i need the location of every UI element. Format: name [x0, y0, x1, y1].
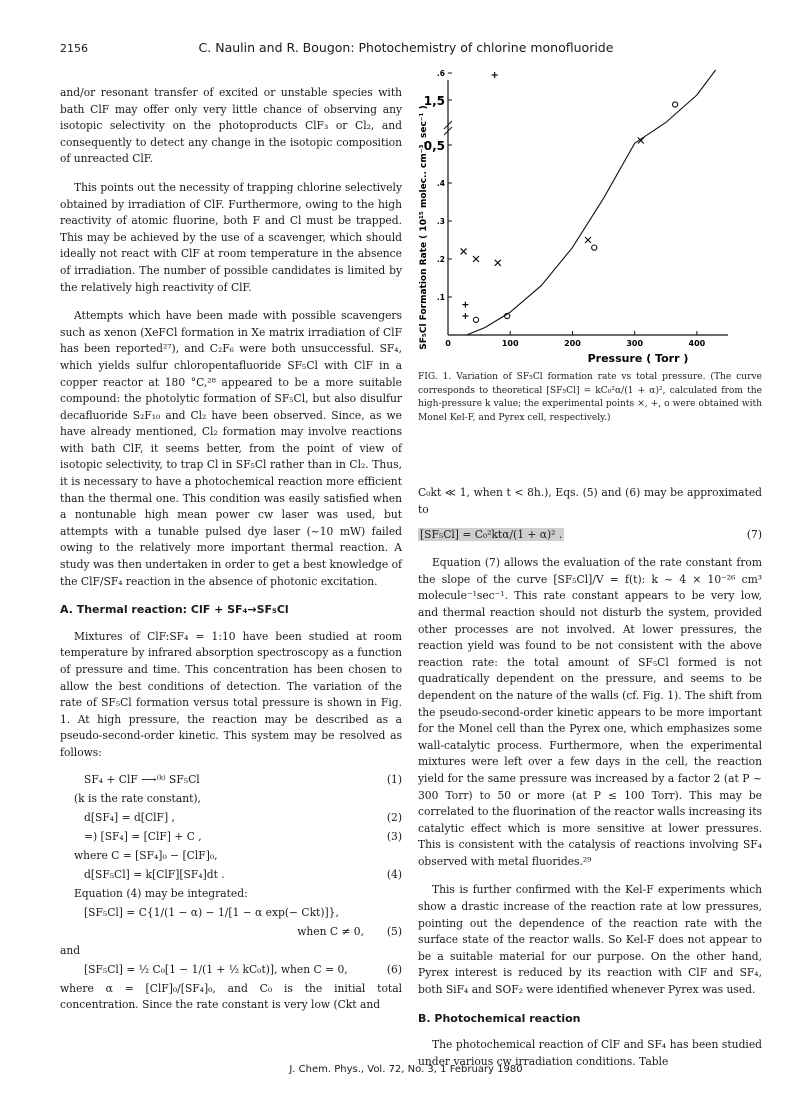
paragraph: This is further confirmed with the Kel-F experiments which show a drastic increase of the reaction rate at low pressures, pointing out the dependence of the reaction rate with the surface state of the reactor walls. So Kel-F does not appear to be a suitable material for our purpose. On the other hand, Pyrex interest is reduced by its reaction with ClF and SF₄, both SiF₄ and SOF₂ were identified whenever Pyrex was used. — [418, 883, 762, 997]
equation-number: (4) — [386, 867, 402, 881]
equation — [60, 867, 402, 886]
y-tick-label: .1 — [436, 293, 445, 302]
section-heading: A. Thermal reaction: ClF + SF₄→SF₅Cl — [60, 603, 289, 617]
running-title: C. Naulin and R. Bougon: Photochemistry of chlorine monofluoride — [198, 40, 614, 55]
left-column — [60, 85, 402, 1014]
y-tick-label: 1,5 — [423, 94, 445, 108]
y-tick-label: .3 — [436, 217, 445, 226]
data-point-x — [461, 248, 467, 254]
equation — [60, 772, 402, 791]
equation-expression: d[SF₄] = d[ClF] , — [84, 810, 175, 824]
note-text: and — [60, 943, 81, 957]
page-number: 2156 — [60, 42, 88, 55]
data-point-plus — [492, 72, 498, 78]
data-point-x — [495, 260, 501, 266]
equation — [60, 810, 402, 829]
paragraph: Mixtures of ClF:SF₄ = 1:10 have been studied at room temperature by infrared absorption spectroscopy as a function of pressure and time. This concentration has been chosen to allow the best conditions of detection. The variation of the rate of SF₅Cl formation versus total pressure is shown in Fig. 1. At high pressure, the reaction may be described as a pseudo-second-order kinetic. This system may be resolved as follows: — [60, 629, 402, 759]
data-point-plus — [462, 313, 468, 319]
data-point-circle — [592, 245, 597, 250]
right-column — [418, 485, 762, 1070]
equation-expression: d[SF₅Cl] = k[ClF][SF₄]dt . — [84, 867, 225, 881]
y-tick-label: .2 — [436, 255, 445, 264]
data-point-x — [473, 256, 479, 262]
chart — [418, 70, 762, 370]
equation-note — [60, 943, 402, 962]
equation-number: (3) — [386, 829, 402, 843]
figure-1 — [418, 70, 762, 370]
section-heading: B. Photochemical reaction — [418, 1011, 581, 1025]
note-text: where C = [SF₄]₀ − [ClF]₀, — [74, 848, 218, 862]
equation-expression: SF₄ + ClF ⟶⁽ᵏ⁾ SF₅Cl — [84, 772, 200, 786]
data-point-circle — [473, 317, 478, 322]
x-tick-label: 100 — [501, 339, 519, 348]
equation-number: (7) — [746, 528, 762, 542]
theory-curve — [467, 70, 716, 335]
equation — [418, 527, 762, 546]
note-text: (k is the rate constant), — [74, 791, 201, 805]
paragraph: Equation (7) allows the evaluation of the rate constant from the slope of the curve [SF₅Cl]/V = f(t): k ~ 4 × 10⁻²⁶ cm³ molecule⁻¹sec⁻¹. This rate constant appears to be very low, and thermal reaction should not disturb the system, provided other processes are not involved. At lower pressures, the reaction yield was found to be not consistent with the above reaction rate: the total amount of SF₅Cl formed is not quadratically dependent on the pressure, and seems to be dependent on the nature of the walls (cf. Fig. 1). The shift from the pseudo-second-order kinetic appears to be more important for the Monel cell than the Pyrex one, which emphasizes some wall-catalytic process. Furthermore, when the experimental mixtures were left over a few days in the cell, the reaction yield for the same pressure was increased by a factor 2 (at P ~ 300 Torr) to 50 or more (at P ≤ 100 Torr). This may be correlated to the fluorination of the reactor walls increasing its catalytic effect which is more sensitive at lower pressures. This is consistent with the catalysis of reactions involving SF₄ observed with metal fluorides.²⁹ — [418, 556, 762, 868]
equation — [60, 829, 402, 848]
equation — [60, 962, 402, 981]
paragraph: The photochemical reaction of ClF and SF₄ has been studied under various cw irradiation conditions. Table — [418, 1038, 762, 1068]
data-point-circle — [673, 102, 678, 107]
y-tick-label: .6 — [436, 69, 445, 78]
note-text: Equation (4) may be integrated: — [74, 886, 248, 900]
x-axis-label: Pressure ( Torr ) — [587, 352, 689, 365]
x-tick-label: 200 — [564, 339, 581, 348]
equation — [60, 924, 402, 943]
y-axis-label: SF₅Cl Formation Rate ( 10¹⁵ molec.. cm⁻³. sec⁻¹ ) — [419, 105, 429, 350]
y-tick-label: .4 — [436, 179, 445, 188]
equation-number: (5) — [386, 924, 402, 938]
equation-number: (6) — [386, 962, 402, 976]
equation-expression: [SF₅Cl] = C₀²ktα/(1 + α)² . — [420, 528, 563, 542]
footer-citation: J. Chem. Phys., Vol. 72, No. 3, 1 February 1980 — [289, 1064, 523, 1075]
figure-caption: FIG. 1. Variation of SF₅Cl formation rate vs total pressure. (The curve corresponds to theoretical [SF₅Cl] = kC₀²α/(1 + α)², calculated from the high-pressure k value; the experimental points ×, +, o were obtained with Monel Kel-F, and Pyrex cell, respectively.) — [418, 372, 762, 423]
paragraph: This points out the necessity of trapping chlorine selectively obtained by irradiation of ClF. Furthermore, owing to the high reactivity of atomic fluorine, both F and Cl must be trapped. This may be achieved by the use of a scavenger, which should ideally not react with ClF at room temperature in the absence of irradiation. The number of possible candidates is limited by the relatively high reactivity of ClF. — [60, 180, 402, 294]
equation-condition: when C ≠ 0, — [297, 924, 364, 938]
equation-expression: =) [SF₄] = [ClF] + C , — [84, 829, 202, 843]
x-tick-label: 400 — [688, 339, 706, 348]
equation-number: (2) — [386, 810, 402, 824]
paragraph: C₀kt ≪ 1, when t < 8h.), Eqs. (5) and (6) may be approximated to — [418, 486, 762, 516]
data-point-plus — [462, 302, 468, 308]
y-tick-label: 0,5 — [423, 139, 445, 153]
paragraph: Attempts which have been made with possible scavengers such as xenon (XeFCl formation in Xe matrix irradiation of ClF has been reported²⁷), and C₂F₆ were both unsuccessful. SF₄, which yields sulfur chloropentafluoride SF₅Cl with ClF in a copper reactor at 180 °C,²⁸ appeared to be a more suitable compound: the photolytic formation of SF₅Cl, but also disulfur decafluoride S₂F₁₀ and Cl₂ have been observed. Since, as we have already mentioned, Cl₂ formation may involve reactions with bath ClF, it seems better, from the point of view of isotopic selectivity, to trap Cl in SF₅Cl rather than in Cl₂. Thus, it is necessary to have a photochemical reaction more efficient than the thermal one. This condition was easily satisfied when a nontunable high mean power cw laser was used, but attempts with a tunable pulsed dye laser (~10 mW) failed owing to the relatively more important thermal reaction. A study was then undertaken in order to get a best knowledge of the ClF/SF₄ reaction in the absence of photonic excitation. — [60, 309, 402, 588]
data-point-x — [585, 237, 591, 243]
equation-number: (1) — [386, 772, 402, 786]
equation-note — [60, 886, 402, 905]
equation-note — [60, 848, 402, 867]
x-tick-label: 0 — [445, 339, 451, 348]
paragraph: and/or resonant transfer of excited or unstable species with bath ClF may offer only very little chance of observing any isotopic selectivity on the photoproducts ClF₃ or Cl₂, and consequently to detect any change in the isotopic composition of unreacted ClF. — [60, 86, 402, 166]
paragraph: where α = [ClF]₀/[SF₄]₀, and C₀ is the initial total concentration. Since the rate constant is very low (Ckt and — [60, 981, 402, 1012]
equation-note — [60, 791, 402, 810]
equation — [60, 905, 402, 924]
equation-expression: [SF₅Cl] = C{1/(1 − α) − 1/[1 − α exp(− Ckt)]}, — [84, 905, 339, 919]
equation-expression: [SF₅Cl] = ½ C₀[1 − 1/(1 + ½ kC₀t)], when C = 0, — [84, 962, 348, 976]
x-tick-label: 300 — [626, 339, 644, 348]
